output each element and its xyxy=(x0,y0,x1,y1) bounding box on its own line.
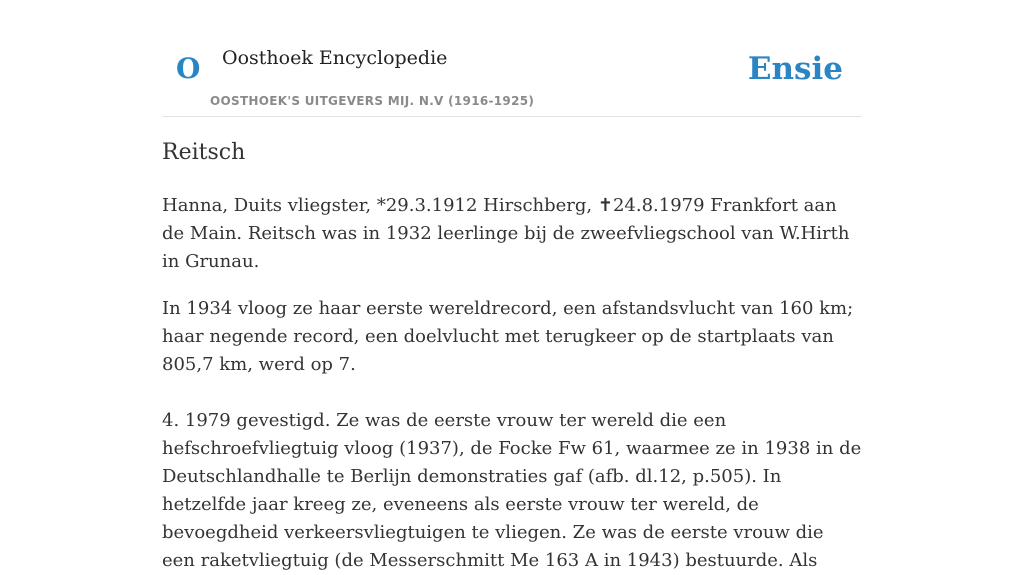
logo-o-link[interactable]: O xyxy=(176,52,201,85)
article-paragraph: 4. 1979 gevestigd. Ze was de eerste vrouw ter wereld die een hefschroefvliegtuig vloog (1937), de Focke Fw 61, waarmee ze in 1938 in de Deutschlandhalle te Berlijn demonstraties gaf (afb. dl.12, p.505). In hetzelfde jaar kreeg ze, eveneens als eerste vrouw ter wereld, de bevoegdheid verkeersvliegtuigen te vliegen. Ze was de eerste vrouw die een raketvliegtuig (de Messerschmitt Me 163 A in 1943) bestuurde. Als xyxy=(162,410,862,571)
ensie-brand-link[interactable]: Ensie xyxy=(747,51,843,87)
site-title-link[interactable]: Oosthoek Encyclopedie xyxy=(222,47,448,69)
article-paragraph: Hanna, Duits vliegster, *29.3.1912 Hirschberg, ✝24.8.1979 Frankfort aan de Main. Reitsch was in 1932 leerlinge bij de zweefvliegschool van W.Hirth in Grunau. xyxy=(162,195,850,272)
article-paragraph: In 1934 vloog ze haar eerste wereldrecord, een afstandsvlucht van 160 km; haar negende record, een doelvlucht met terugkeer op de startplaats van 805,7 km, werd op 7. xyxy=(162,298,854,375)
publisher-label: OOSTHOEK'S UITGEVERS MIJ. N.V (1916-1925) xyxy=(210,94,535,108)
article xyxy=(162,136,862,575)
article-title: Reitsch xyxy=(162,140,246,165)
site-header xyxy=(162,0,862,117)
